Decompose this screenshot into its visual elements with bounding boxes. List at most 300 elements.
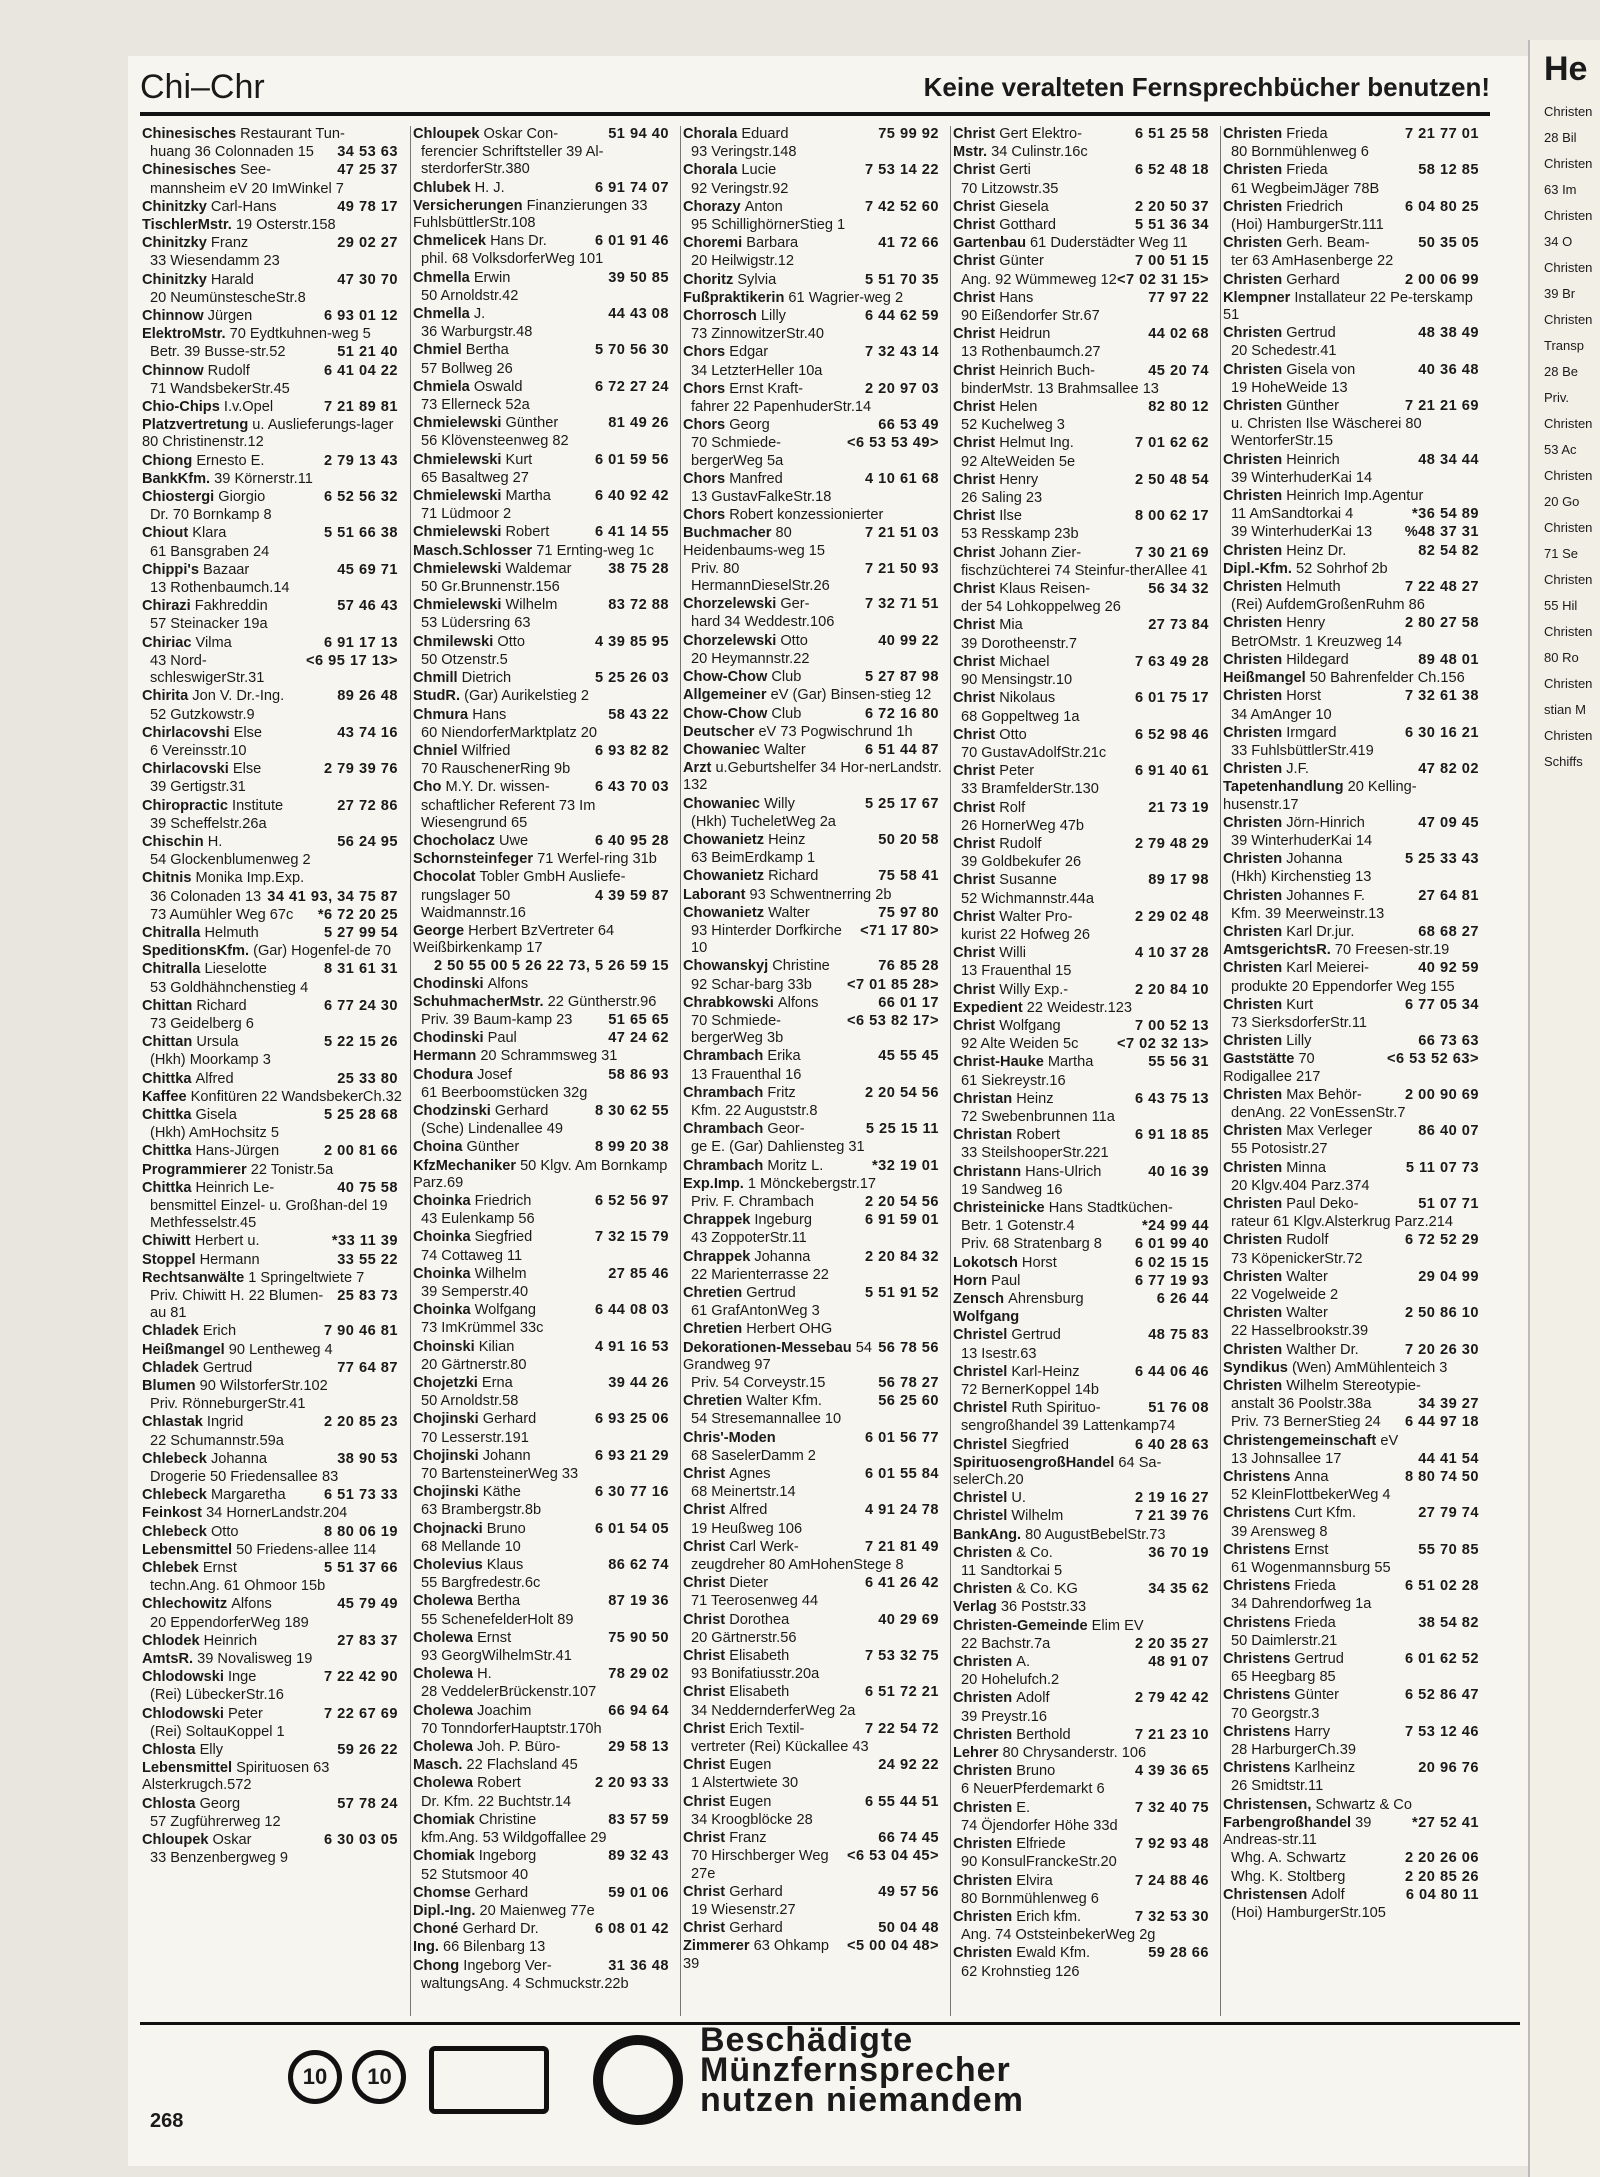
entry-name: Cho M.Y. Dr. wissen- [413,779,550,796]
directory-entry [1223,888,1483,905]
entry-name: Chow-Chow Club [683,705,802,722]
entry-name: SpeditionsKfm. (Gar) Hogenfel-de 70 [142,943,391,960]
directory-entry [142,1233,402,1250]
entry-name: 13 GustavFalkeStr.18 [691,489,832,506]
entry-name: schaftlicher Referent 73 Im Wiesengrund 65 [421,797,596,831]
entry-name: Kfm. 22 Auguststr.8 [691,1102,818,1119]
entry-name: Chladek Gertrud [142,1359,253,1376]
directory-entry [142,834,402,851]
directory-entry [142,1198,402,1232]
directory-entry [683,363,943,380]
phone-number: 2 00 06 99 [1405,271,1479,288]
directory-entry [142,1796,402,1813]
directory-entry [953,435,1213,452]
directory-entry [683,742,943,759]
directory-entry [953,162,1213,179]
directory-entry [142,525,402,542]
entry-name: Christ Rolf [953,799,1026,816]
directory-entry [1223,1778,1483,1795]
entry-name: Christen Günther [1223,398,1339,415]
entry-name: 13 Rothenbaumch.27 [961,344,1101,361]
entry-name: Chowanskyj Christine [683,958,830,975]
entry-name: (Hkh) TucheletWeg 2a [691,813,836,830]
directory-entry [683,144,943,161]
entry-name: Mstr. 34 Culinstr.16c [953,144,1088,161]
adjacent-page-header: He [1544,50,1588,88]
directory-entry [953,654,1213,671]
entry-name: Programmierer 22 Tonistr.5a [142,1161,334,1178]
directory-entry [142,943,402,960]
directory-entry [683,1013,943,1047]
directory-entry [1223,199,1483,216]
directory-entry [413,1521,673,1538]
phone-number: 5 25 26 03 [595,670,669,687]
entry-name: 6 Vereinsstr.10 [150,742,247,759]
page-header [140,62,1490,116]
entry-name: Chmielewski Kurt [413,451,533,468]
entry-name: Christen Helmuth [1223,579,1341,596]
entry-name: Chris'-Moden [683,1429,776,1446]
entry-name: 54 Glockenblumenweg 2 [150,852,311,869]
entry-name: 13 Isestr.63 [961,1345,1037,1362]
directory-entry [953,308,1213,325]
directory-entry [1223,1760,1483,1777]
entry-name: Christ Franz [683,1830,767,1847]
entry-name: (Hoi) HamburgerStr.105 [1231,1904,1386,1921]
directory-entry [142,1669,402,1686]
directory-entry [683,1938,943,1972]
directory-entry [413,1139,673,1156]
directory-entry [1223,1451,1483,1468]
phone-number: 7 32 71 51 [865,596,939,613]
entry-name: 34 AmAnger 10 [1231,706,1332,723]
phone-number: 2 00 81 66 [324,1143,398,1160]
phone-number: 5 25 15 11 [865,1121,939,1138]
phone-number: 6 77 05 34 [1405,996,1479,1013]
entry-name: Chittka Alfred [142,1070,234,1087]
entry-name: 63 Brambergstr.8b [421,1502,542,1519]
phone-number: 6 30 03 05 [324,1832,398,1849]
entry-name: Cholewa Robert [413,1775,521,1792]
directory-entry [953,472,1213,489]
entry-name: Chojinski Gerhard [413,1411,537,1428]
entry-name: 70 Hirschberger Weg 27e [691,1848,829,1882]
column-3 [680,126,943,2016]
directory-entry [413,1121,673,1138]
phone-number: 56 78 56 [878,1339,939,1356]
directory-entry [953,1745,1213,1762]
directory-entry [1223,1051,1483,1085]
directory-entry [953,344,1213,361]
directory-entry [953,763,1213,780]
phone-number: 39 44 26 [608,1375,669,1392]
directory-entry [142,1252,402,1269]
directory-entry [683,199,943,216]
directory-entry [142,1378,402,1395]
directory-entry [142,381,402,398]
phone-number: 39 50 85 [608,269,669,286]
directory-entry [142,126,402,143]
entry-name: Chmura Hans [413,706,507,723]
directory-entry [413,488,673,505]
entry-name: 90 Mensingstr.10 [961,672,1073,689]
entry-name: Christ Walter Pro- [953,908,1073,925]
entry-name: 54 Stresemannallee 10 [691,1411,842,1428]
entry-name: Christen Johannes F. [1223,887,1365,904]
phone-number: 5 51 36 34 [1135,217,1209,234]
entry-name: BetrOMstr. 1 Kreuzweg 14 [1231,633,1403,650]
directory-entry [953,144,1213,161]
entry-name: ElektroMstr. 70 Eydtkuhnen-weg 5 [142,326,371,343]
entry-name: Chiropractic Institute [142,797,284,814]
directory-entry [142,399,402,416]
phone-number: 2 20 54 56 [865,1193,939,1210]
phone-number: *36 54 89 [1412,506,1479,523]
entry-name: Chittan Ursula [142,1034,239,1051]
entry-name: Christen Walter [1223,1305,1328,1322]
phone-number: 7 21 21 69 [1405,398,1479,415]
directory-entry [953,727,1213,744]
entry-name: Chmelicek Hans Dr. [413,233,547,250]
directory-entry [142,635,402,652]
entry-name: waltungsAng. 4 Schmuckstr.22b [421,1975,629,1992]
directory-entry [953,891,1213,908]
directory-entry [142,544,402,561]
directory-entry [683,832,943,849]
directory-entry [953,745,1213,762]
directory-entry [142,707,402,724]
directory-entry [953,854,1213,871]
phone-number: 86 40 07 [1418,1123,1479,1140]
entry-name: 65 Heegbarg 85 [1231,1669,1336,1686]
directory-entry [953,945,1213,962]
entry-name: 20 Schedestr.41 [1231,343,1337,360]
entry-name: 61 Bansgraben 24 [150,543,270,560]
entry-name: Chmella J. [413,306,486,323]
directory-entry [413,233,673,250]
phone-number: 66 73 63 [1418,1033,1479,1050]
directory-entry [953,1763,1213,1780]
directory-entry [413,1067,673,1084]
entry-name: 74 Cottaweg 11 [421,1247,523,1264]
entry-name: 93 Bonifatiusstr.20a [691,1666,820,1683]
adjacent-fragment: 53 Ac [1544,442,1577,457]
entry-name: Chowaniec Willy [683,795,795,812]
directory-entry [413,270,673,287]
directory-entry [953,1309,1213,1326]
entry-name: Christen-Gemeinde Elim EV [953,1617,1144,1634]
entry-name: Christens Anna [1223,1469,1329,1486]
directory-entry [142,199,402,216]
directory-entry [413,1867,673,1884]
entry-name: Chrabkowski Alfons [683,994,819,1011]
directory-entry [142,1451,402,1468]
entry-name: Christ Willi [953,945,1026,962]
directory-entry [1223,162,1483,179]
entry-name: 19 HoheWeide 13 [1231,379,1348,396]
entry-name: Arzt u.Geburtshelfer 34 Hor-nerLandstr. 132 [683,760,942,794]
entry-name: Priv. RönneburgerStr.41 [150,1396,306,1413]
phone-number: 2 20 85 23 [324,1414,398,1431]
phone-number: 40 75 58 [337,1179,398,1196]
page-slogan: Keine veralteten Fernsprechbücher benutzen! [923,72,1490,102]
directory-entry [683,1230,943,1247]
directory-entry [1223,1232,1483,1249]
directory-entry [142,290,402,307]
ad-line-3: nutzen niemandem [700,2081,1024,2119]
directory-entry [142,1323,402,1340]
directory-entry [1223,235,1483,252]
entry-name: 68 Mellande 10 [421,1538,521,1555]
entry-name: Dipl.-Kfm. 52 Sohrhof 2b [1223,560,1388,577]
entry-name: Priv. Chiwitt H. 22 Blumen-au 81 [150,1288,324,1322]
entry-name: Chloupek Oskar [142,1832,252,1849]
directory-entry [1223,290,1483,324]
entry-name: Chmielewski Robert [413,524,550,541]
phone-number: 2 79 39 76 [324,761,398,778]
entry-name: Christ Günter [953,253,1044,270]
entry-name: Christen Walter [1223,1268,1328,1285]
entry-name: Chmielewski Martha [413,488,551,505]
ad-icons [288,2035,683,2125]
directory-entry [683,1757,943,1774]
phone-number: 20 96 76 [1418,1760,1479,1777]
directory-entry [683,596,943,613]
directory-entry [683,614,943,631]
directory-entry [413,306,673,323]
phone-number: 6 01 75 17 [1135,690,1209,707]
entry-name: Christ Michael [953,653,1050,670]
phone-number: 7 21 51 03 [865,525,939,542]
directory-entry [1223,1160,1483,1177]
entry-name: Exp.Imp. 1 Mönckebergstr.17 [683,1175,877,1192]
directory-entry [413,1430,673,1447]
directory-entry [1223,725,1483,742]
directory-entry [413,1375,673,1392]
entry-name: Christens Frieda [1223,1578,1336,1595]
entry-name: 20 Gärtnerstr.56 [691,1629,797,1646]
phone-number: 5 51 91 52 [865,1285,939,1301]
directory-entry [413,994,673,1011]
entry-name: Chodura Josef [413,1066,512,1083]
entry-name: Christen Heinrich Imp.Agentur [1223,488,1424,505]
directory-entry [953,1800,1213,1817]
entry-name: Chitnis Monika Imp.Exp. [142,870,305,887]
entry-name: 52 Wichmannstr.44a [961,890,1095,907]
entry-name: Christ Helmut Ing. [953,435,1074,452]
entry-name: Chlodek Heinrich [142,1632,258,1649]
phone-number: <7 01 85 28> [846,976,939,993]
phone-number: 5 11 07 73 [1405,1159,1479,1176]
entry-name: der 54 Lohkoppelweg 26 [961,599,1121,616]
entry-name: binderMstr. 13 Brahmsallee 13 [961,380,1159,397]
entry-name: Chong Ingeborg Ver- [413,1957,552,1974]
directory-entry [1223,1887,1483,1904]
directory-entry [953,636,1213,653]
phone-number: 34 41 93, 34 75 87 [267,888,398,905]
directory-entry [683,1249,943,1266]
coin-10-icon: 10 [352,2050,406,2104]
phone-number: 59 26 22 [337,1742,398,1759]
directory-entry [683,1721,943,1738]
phone-number: 6 91 59 01 [865,1212,939,1229]
entry-name: 53 Goldhähnchenstieg 4 [150,979,309,996]
entry-name: Chrambach Moritz L. [683,1157,824,1174]
directory-entry [953,672,1213,689]
directory-entry [953,1781,1213,1798]
entry-name: Christ-Hauke Martha [953,1054,1094,1071]
directory-entry [683,1139,943,1156]
entry-name: Choritz Sylvia [683,271,777,288]
phone-number: 6 51 44 87 [865,741,939,758]
entry-name: Whg. K. Stoltberg [1231,1868,1346,1885]
ad-line-1: Beschädigte [700,2021,914,2059]
directory-entry [953,1891,1213,1908]
adjacent-fragment: 34 O [1544,234,1573,249]
entry-name: Allgemeiner eV (Gar) Binsen-stieg 12 [683,687,932,704]
entry-name: 68 Goppeltweg 1a [961,708,1080,725]
entry-name: Chors Robert konzessionierter [683,507,884,524]
entry-name: Horn Paul [953,1272,1021,1289]
directory-entry [953,1109,1213,1126]
entry-name: Christ Gotthard [953,217,1057,234]
directory-entry [683,1430,943,1447]
phone-number: 6 51 25 58 [1135,126,1209,142]
directory-entry [953,272,1213,289]
phone-number: 6 52 86 47 [1405,1687,1479,1704]
directory-entry [1223,615,1483,632]
entry-name: Christen Elvira [953,1872,1053,1889]
directory-entry [683,399,943,416]
entry-name: Chloupek Oskar Con- [413,126,559,142]
entry-name: 95 SchillighörnerStieg 1 [691,217,846,234]
phone-number: 6 91 18 85 [1135,1127,1209,1144]
entry-name: 92 Veringstr.92 [691,180,789,197]
directory-entry [683,126,943,143]
directory-entry [1223,1542,1483,1559]
directory-entry [1223,144,1483,161]
phone-number: 7 32 15 79 [595,1229,669,1246]
phone-number: 38 75 28 [608,560,669,577]
directory-entry [1223,1360,1483,1377]
directory-entry [953,581,1213,598]
directory-entry [953,1000,1213,1017]
entry-name: Christen Frieda [1223,162,1328,179]
directory-entry [953,963,1213,980]
phone-number: <71 17 80> [860,922,939,939]
entry-name: StudR. (Gar) Aurikelstieg 2 [413,688,589,705]
directory-entry [683,381,943,398]
phone-number: 7 22 48 27 [1405,579,1479,596]
entry-name: fahrer 22 PapenhuderStr.14 [691,399,872,416]
directory-entry [413,798,673,832]
adjacent-fragment: Christen [1544,572,1593,587]
entry-name: Christen Hildegard [1223,651,1349,668]
directory-entry [1223,1669,1483,1686]
directory-entry [413,923,673,957]
entry-name: 22 Hasselbrookstr.39 [1231,1323,1369,1340]
phone-number: 27 83 37 [337,1632,398,1649]
entry-name: 72 BernerKoppel 14b [961,1382,1099,1399]
phone-number: 7 21 77 01 [1405,126,1479,142]
phone-number: 2 79 13 43 [324,452,398,469]
directory-entry [413,615,673,632]
entry-name: Christann Hans-Ulrich [953,1163,1102,1180]
directory-entry [953,1909,1213,1926]
entry-name: 39 WinterhuderKai 13 [1231,524,1373,541]
entry-name: Farbengroßhandel 39 Andreas-str.11 [1223,1814,1372,1849]
adjacent-fragment: Christen [1544,520,1593,535]
directory-entry [142,798,402,815]
page-number: 268 [150,2110,184,2132]
phone-number: 6 40 28 63 [1135,1436,1209,1453]
adjacent-fragment: 28 Bil [1544,130,1577,145]
directory-entry [683,471,943,488]
entry-name: Lokotsch Horst [953,1254,1057,1271]
directory-entry [953,1854,1213,1871]
directory-entry [953,709,1213,726]
entry-name: 39 Semperstr.40 [421,1284,529,1300]
directory-entry [142,925,402,942]
phone-number: 6 40 92 42 [595,488,669,505]
entry-name: Chittan Richard [142,997,247,1014]
entry-name: Platzvertretung u. Auslieferungs-lager 80 Christinenstr.12 [142,417,394,451]
entry-name: 43 ZoppoterStr.11 [691,1230,807,1247]
directory-entry [413,1958,673,1975]
phone-number: 66 53 49 [878,417,939,434]
directory-entry [413,1557,673,1574]
directory-entry [953,1364,1213,1381]
directory-entry [413,288,673,305]
entry-name: 20 Gärtnerstr.80 [421,1356,527,1373]
phone-number: 6 93 01 12 [324,308,398,325]
entry-name: Chowanietz Walter [683,904,810,921]
directory-entry [683,290,943,307]
entry-name: Christen Wilhelm Stereotypie- [1223,1378,1421,1395]
entry-name: Chodzinski Gerhard [413,1102,549,1119]
entry-name: Choina Günther [413,1139,520,1156]
directory-entry [1223,398,1483,415]
entry-name: Chomiak Christine [413,1811,537,1828]
phone-number: 51 07 71 [1418,1195,1479,1212]
entry-name: Chirazi Fakhreddin [142,598,268,615]
phone-number: 2 79 48 29 [1135,835,1209,852]
entry-name: Wolfgang [953,1309,1020,1326]
phone-number: 51 94 40 [608,126,669,142]
phone-number: 49 57 56 [878,1883,939,1900]
entry-name: Cholewa Bertha [413,1593,521,1610]
entry-name: kurist 22 Hofweg 26 [961,926,1090,943]
phone-number: 77 64 87 [337,1359,398,1376]
directory-entry [142,1832,402,1849]
entry-name: Christ Wolfgang [953,1017,1061,1034]
phone-number: 7 21 39 76 [1135,1508,1209,1525]
directory-entry [953,1727,1213,1744]
entry-name: Lebensmittel 50 Friedens-allee 114 [142,1541,377,1558]
phone-number: 57 46 43 [337,598,398,615]
phone-number: 27 73 84 [1148,617,1209,634]
directory-entry [413,1794,673,1811]
phone-number: 7 22 42 90 [324,1669,398,1686]
coin-10-icon: 10 [288,2050,342,2104]
entry-name: (Rei) LübeckerStr.16 [150,1687,284,1704]
entry-name: ferencier Schriftsteller 39 Al-sterdorferStr.380 [421,144,604,178]
phone-number: 56 34 32 [1148,581,1209,598]
phone-number: 45 20 74 [1148,362,1209,379]
phone-number: 4 91 16 53 [595,1338,669,1355]
directory-entry [683,181,943,198]
phone-number: 7 21 89 81 [324,399,398,416]
